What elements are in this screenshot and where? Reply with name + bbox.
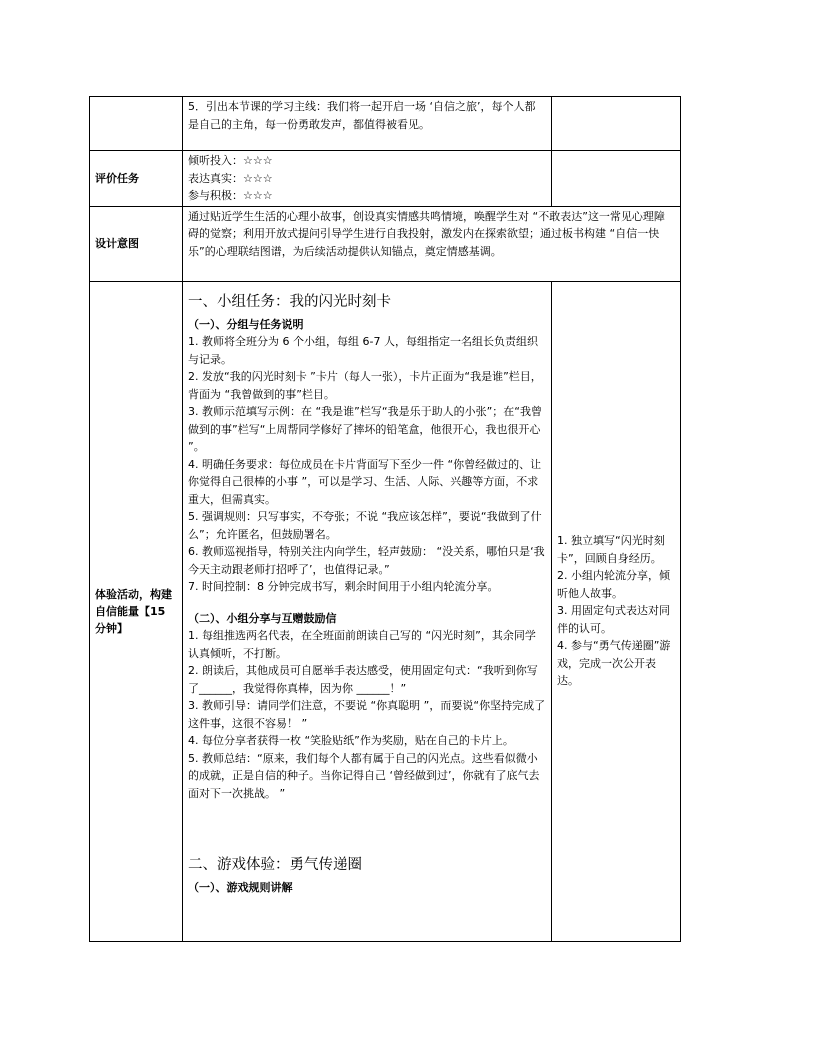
step-paragraph: 4. 每位分享者获得一枚 “笑脸贴纸”作为奖励，贴在自己的卡片上。	[188, 734, 514, 747]
eval-item-stars: ☆☆☆	[243, 189, 273, 202]
student-task: 2. 小组内轮流分享，倾听他人故事。	[557, 569, 670, 600]
eval-label: 评价任务	[90, 151, 183, 207]
step-paragraph: 7. 时间控制：8 分钟完成书写，剩余时间用于小组内轮流分享。	[188, 580, 499, 593]
eval-item	[188, 187, 546, 205]
section-title: 一、小组任务：我的闪光时刻卡	[188, 293, 391, 310]
eval-item	[188, 170, 546, 188]
eval-item-name: 表达真实：	[188, 171, 243, 185]
step-paragraph: 1. 每组推选两名代表，在全班面前朗读自己写的 “闪光时刻”，其余同学认真倾听，不打断。	[188, 629, 536, 660]
step-paragraph: 3. 教师引导：请同学们注意，不要说 “你真聪明 ”，而要说“你坚持完成了这件事，这很不容易！ ”	[188, 699, 546, 730]
step-paragraph: 2. 发放“我的闪光时刻卡 ”卡片（每人一张），卡片正面为“我是谁”栏目，背面为 “我曾做到的事”栏目。	[188, 370, 542, 401]
eval-item-stars: ☆☆☆	[243, 171, 273, 185]
activity-label: 体验活动，构建自信能量【15 分钟】	[90, 281, 183, 941]
student-tasks-cell	[552, 281, 681, 941]
student-task: 1. 独立填写“闪光时刻卡”，回顾自身经历。	[557, 534, 665, 565]
subsection-title: （一）、分组与任务说明	[188, 317, 304, 331]
step-paragraph: 1. 教师将全班分为 6 个小组，每组 6-7 人，每组指定一名组长负责组织与记录。	[188, 335, 538, 366]
section-title: 二、游戏体验：勇气传递圈	[188, 857, 362, 873]
eval-side-cell	[552, 151, 681, 207]
eval-item-name: 参与积极：	[188, 189, 243, 202]
eval-item-stars: ☆☆☆	[243, 154, 273, 167]
subsection-title: （二）、小组分享与互赠鼓励信	[188, 611, 337, 625]
design-row	[90, 206, 681, 281]
intro-label-cell	[90, 97, 183, 151]
step-paragraph: 5. 教师总结：“原来，我们每个人都有属于自己的闪光点。这些看似微小的成就，正是自信的种子。当你记得自己 ‘曾经做到过’，你就有了底气去面对下一次挑战。 ”	[188, 751, 540, 800]
activity-row	[90, 281, 681, 941]
step-paragraph: 5. 强调规则：只写事实，不夸张；不说 “我应该怎样”，要说“我做到了什么”；允许匿名，但鼓励署名。	[188, 510, 542, 541]
lesson-plan-table	[89, 96, 681, 942]
student-task: 4. 参与“勇气传递圈”游戏，完成一次公开表达。	[557, 639, 671, 688]
student-task: 3. 用固定句式表达对同伴的认可。	[557, 604, 670, 635]
eval-item-name: 倾听投入：	[188, 154, 243, 167]
intro-text: 5．引出本节课的学习主线：我们将一起开启一场 ‘自信之旅’，每个人都是自己的主角，每一份勇敢发声，都值得被看见。	[188, 100, 536, 131]
eval-row	[90, 151, 681, 207]
spacer	[188, 596, 546, 610]
spacer	[188, 802, 546, 846]
design-text-cell	[183, 206, 681, 281]
eval-items-cell	[183, 151, 552, 207]
design-label: 设计意图	[90, 206, 183, 281]
eval-item	[188, 152, 546, 170]
step-paragraph: 2. 朗读后，其他成员可自愿举手表达感受，使用固定句式：“我听到你写了______，我觉得你真棒，因为你 ______！”	[188, 664, 538, 695]
intro-side-cell	[552, 97, 681, 151]
intro-row	[90, 97, 681, 151]
step-paragraph: 4. 明确任务要求：每位成员在卡片背面写下至少一件 “你曾经做过的、让你觉得自己很棒的小事 ”，可以是学习、生活、人际、兴趣等方面，不求重大，但需真实。	[188, 457, 542, 506]
step-paragraph: 6. 教师巡视指导，特别关注内向学生，轻声鼓励： “没关系，哪怕只是‘我今天主动跟老师打招呼了’，也值得记录。”	[188, 545, 545, 576]
activity-content-cell	[183, 281, 552, 941]
intro-text-cell	[183, 97, 552, 151]
subsection-title: （一）、游戏规则讲解	[188, 881, 293, 894]
design-text: 通过贴近学生生活的心理小故事，创设真实情感共鸣情境，唤醒学生对 “不敢表达”这一常见心理障碍的觉察；利用开放式提问引导学生进行自我投射，激发内在探索欲望；通过板书构建 “自信一快乐”的心理联结图谱，为后续活动提供认知锚点，奠定情感基调。	[188, 209, 665, 258]
step-paragraph: 3. 教师示范填写示例：在 “我是谁”栏写“我是乐于助人的小张”；在“我曾做到的事”栏写“上周帮同学修好了摔坏的铅笔盒，他很开心，我也很开心 ”。	[188, 405, 542, 453]
